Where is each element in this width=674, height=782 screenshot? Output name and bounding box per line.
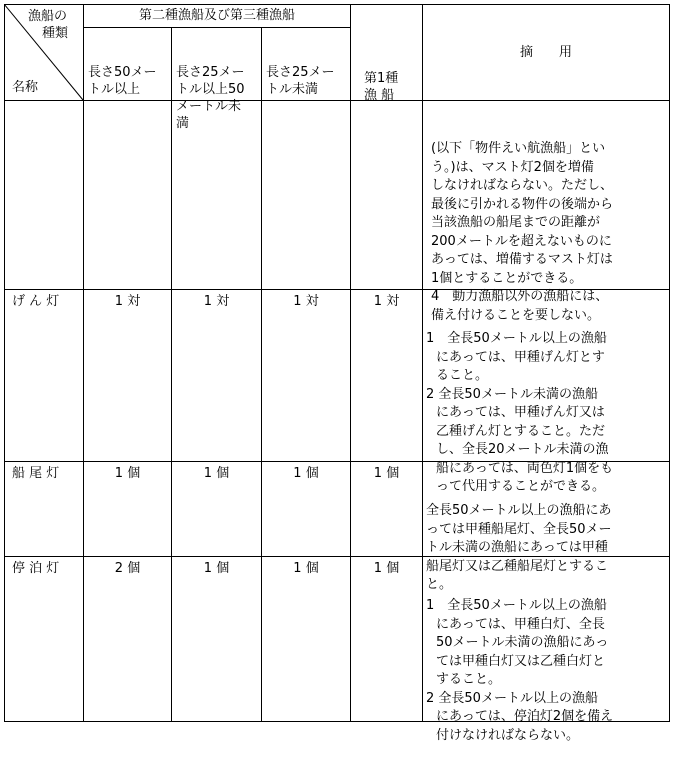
count-cell: 1 個 <box>203 466 230 481</box>
count-cell: 1 個 <box>373 466 400 481</box>
count-cell: 1 個 <box>373 561 400 576</box>
col-header-class-1: 第1種 漁 船 <box>364 71 399 103</box>
table-divider <box>422 4 423 722</box>
table-divider <box>350 4 351 722</box>
light-name-side: げ ん 灯 <box>12 294 60 309</box>
remarks-cell: 1 全長50メートル以上の漁船 にあっては、甲種白灯、全長 50メートル未満の漁船にあっ ては甲種白灯又は乙種白灯と すること。 2 全長50メートル以上の漁船 にあっては、停泊灯2個を備え 付けなければならない。 <box>426 598 614 743</box>
table-border-left <box>4 4 5 722</box>
count-cell: 1 対 <box>293 294 319 309</box>
col-header-length-50-plus: 長さ50メー トル以上 <box>88 65 157 97</box>
count-cell: 1 個 <box>203 561 230 576</box>
table-divider <box>83 27 351 28</box>
table-border-right <box>669 4 670 722</box>
count-cell: 2 個 <box>114 561 141 576</box>
table-divider <box>83 4 84 722</box>
count-cell: 1 個 <box>293 466 319 481</box>
remarks-cell: 1 全長50メートル以上の漁船 にあっては、甲種げん灯とす ること。 2 全長50メートル未満の漁船 にあっては、甲種げん灯又は 乙種げん灯とすること。ただ し、全長20メートル未満の漁 船にあっては、両色灯1個をも って代用することができる。 <box>426 331 614 494</box>
remarks-cell: 全長50メートル以上の漁船にあ っては甲種船尾灯、全長50メー トル未満の漁船にあっては甲種 船尾灯又は乙種船尾灯とするこ と。 <box>426 503 612 592</box>
light-name-anchor: 停 泊 灯 <box>12 561 60 576</box>
light-name-stern: 船 尾 灯 <box>12 466 60 481</box>
corner-label-top: 漁船の <box>28 9 68 24</box>
col-header-length-under-25: 長さ25メー トル未満 <box>266 65 335 97</box>
corner-label-bottom: 名称 <box>12 80 39 95</box>
col-header-remarks: 摘 用 <box>519 45 572 60</box>
count-cell: 1 対 <box>373 294 400 309</box>
count-cell: 1 個 <box>293 561 319 576</box>
group-header: 第二種漁船及び第三種漁船 <box>138 8 295 23</box>
count-cell: 1 対 <box>114 294 141 309</box>
col-header-length-25-50: 長さ25メー トル以上50 メートル未 満 <box>176 65 245 131</box>
table-divider <box>171 27 172 722</box>
count-cell: 1 対 <box>203 294 230 309</box>
table-divider <box>261 27 262 722</box>
table-border-top <box>4 4 670 5</box>
corner-label-mid: 種類 <box>42 26 69 41</box>
count-cell: 1 個 <box>114 466 141 481</box>
remarks-cell: (以下「物件えい航漁船」とい う。)は、マスト灯2個を増備 しなければならない。ただし、 最後に引かれる物件の後端から 当該漁船の船尾までの距離が 200メートルを超えないものに あっては、増備するマスト灯は 1個とすることができる。 4 動力漁船以外の漁船には、 備え付けることを要しない。 <box>431 141 614 323</box>
